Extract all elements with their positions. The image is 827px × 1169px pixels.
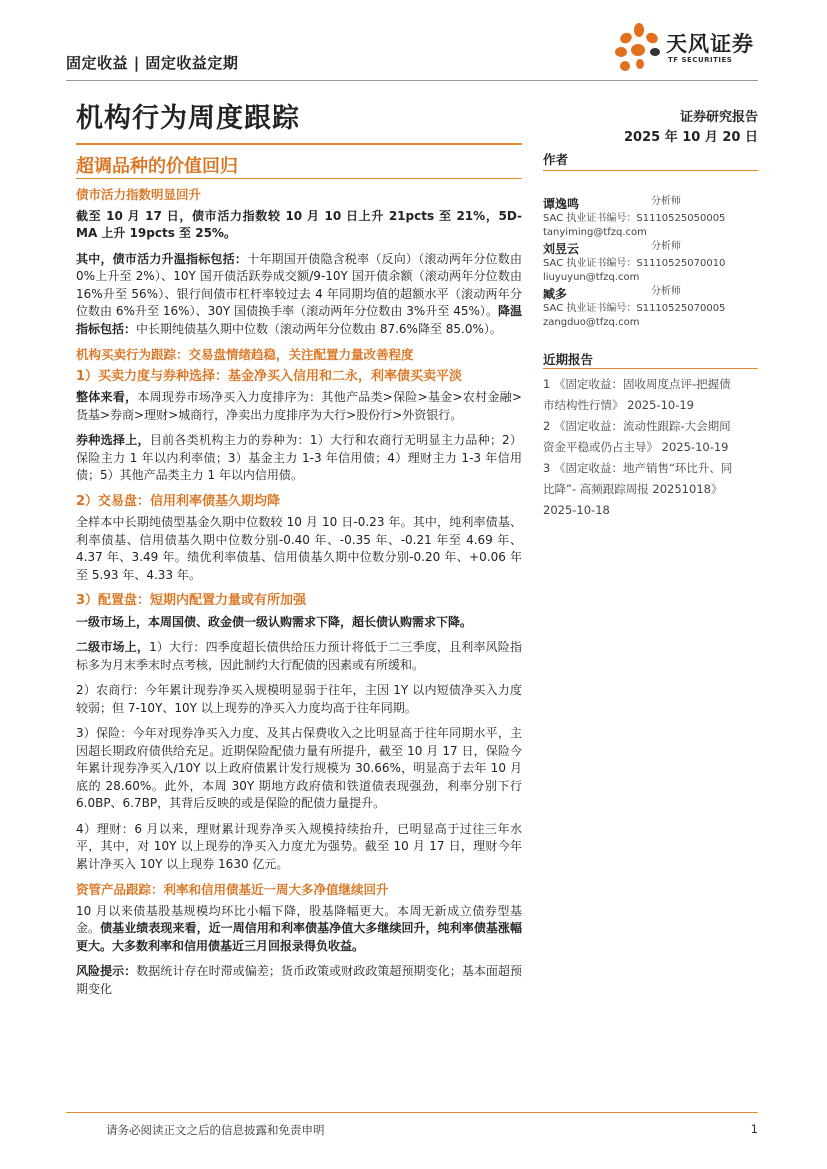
report-body — [76, 186, 522, 1006]
paragraph: 全样本中长期纯债型基金久期中位数较 10 月 10 日-0.23 年。其中，纯利率债基、利率债基、信用债基久期中位数分别-0.40 年、-0.35 年、-0.21 年至 4.69 年、4.37 年、3.49 年。绩优利率债基、信用债基久期中位数分别-0.20 年、+0.06 年至 5.93 年、4.33 年。 — [76, 515, 522, 582]
paragraph: 2）农商行：今年累计现券净买入规模明显弱于往年，主因 1Y 以内短债净买入力度较弱；但 7-10Y、10Y 以上现券的净买入力度均高于往年同期。 — [76, 683, 522, 715]
subsection-heading: 3）配置盘：短期内配置力量或有所加强 — [76, 593, 307, 608]
brand-name-en: TF SECURITIES — [668, 56, 733, 64]
analyst-name: 谭逸鸣 — [543, 197, 580, 211]
section-heading: 债市活力指数明显回升 — [76, 187, 202, 202]
paragraph: 3）保险：今年对现券净买入力度、及其占保费收入之比明显高于往年同期水平，主因超长期政府债供给充足。近期保险配债力量有所提升，截至 10 月 17 日，保险今年累计现券净买入/10Y 以上政府债累计发行规模为 30.66%，明显高于去年 10 月底的 28.60%。此外，本周 30Y 期地方政府债和铁道债表现强劲，利率分别下行 6.0BP、6.7BP，其背后反映的或是保险的配债力量提升。 — [76, 726, 522, 810]
analyst-cert: SAC 执业证书编号：S1110525070010 — [543, 258, 726, 269]
analyst-card — [543, 285, 758, 330]
brand-name: 天风证券 — [666, 32, 754, 56]
header-divider — [66, 80, 758, 81]
report-date: 2025 年 10 月 20 日 — [624, 130, 758, 145]
analyst-name: 臧多 — [543, 287, 568, 301]
paragraph: 4）理财：6 月以来，理财累计现券净买入规模持续抬升，已明显高于过往三年水平，其中，对 10Y 以上现券的净买入力度尤为强势。截至 10 月 17 日，理财今年累计净买入 10Y 以上现券 1630 亿元。 — [76, 821, 522, 871]
report-type: 证券研究报告 — [679, 110, 758, 125]
analyst-card — [543, 240, 758, 285]
paragraph: 截至 10 月 17 日，债市活力指数较 10 月 10 日上升 21pcts 至 21%，5D-MA 上升 19pcts 至 25%。 — [76, 208, 522, 240]
analyst-cert: SAC 执业证书编号：S1110525070005 — [543, 303, 726, 314]
page-number: 1 — [750, 1122, 758, 1136]
section-heading: 资管产品跟踪：利率和信用债基近一周大多净值继续回升 — [76, 882, 389, 897]
report-title: 机构行为周度跟踪 — [76, 103, 300, 134]
paragraph: 券种选择上，目前各类机构主力的券种为：1）大行和农商行无明显主力品种；2）保险主力 1 年以内利率债；3）基金主力 1-3 年信用债；4）理财主力 1-3 年信用债；5）其他产品类主力 1 年以内信用债。 — [76, 433, 522, 482]
subsection-heading: 1）买卖力度与券种选择：基金净买入信用和二永，利率债买卖平淡 — [76, 368, 463, 384]
paragraph: 二级市场上，1）大行：四季度超长债供给压力预计将低于二三季度，且利率风险指标多为月末季末时点考核，因此制约大行配债的因素或有所缓和。 — [76, 640, 522, 672]
subtitle-divider — [76, 178, 522, 179]
disclaimer-text: 请务必阅读正文之后的信息披露和免责申明 — [106, 1123, 325, 1137]
report-subtitle: 超调品种的价值回归 — [76, 156, 238, 177]
paragraph: 整体来看，本周现券市场净买入力度排序为：其他产品类>保险>基金>农村金融>货基>券商>理财>城商行，净卖出力度排序为大行>股份行>外资银行。 — [76, 390, 522, 422]
recent-report-link[interactable]: 3 《固定收益：地产销售“环比升、同 比降”- 高频跟踪周报 20251018》 2025-10-18 — [543, 461, 733, 517]
analyst-email[interactable]: liuyuyun@tfzq.com — [543, 272, 640, 283]
analyst-name: 刘昱云 — [543, 242, 580, 256]
recent-report-link[interactable]: 2 《固定收益：流动性跟踪-大会期间 资金平稳或仍占主导》 2025-10-19 — [543, 419, 731, 454]
section-heading: 机构买卖行为跟踪：交易盘情绪趋稳，关注配置力量改善程度 — [76, 347, 414, 362]
footer-divider — [66, 1112, 758, 1113]
paragraph: 一级市场上，本周国债、政金债一级认购需求下降，超长债认购需求下降。 — [76, 614, 473, 629]
recent-report-link[interactable]: 1 《固定收益：固收周度点评-把握债 市结构性行情》 2025-10-19 — [543, 377, 731, 412]
recent-reports-list — [543, 374, 758, 521]
title-divider — [76, 143, 522, 145]
recent-reports-section — [543, 350, 758, 368]
report-category: 固定收益 | 固定收益定期 — [66, 54, 239, 72]
paragraph: 其中，债市活力升温指标包括：十年期国开债隐含税率（反向）（滚动两年分位数由 0%上升至 2%）、10Y 国开债活跃券成交额/9-10Y 国开债余额（滚动两年分位数由 16%升至 56%）、银行间债市杠杆率较过去 4 年同期均值的超额水平（滚动两年分位数由 6%升至 16%）、30Y 国债换手率（滚动两年分位数由 3%升至 45%）。降温指标包括：中长期纯债基久期中位数（滚动两年分位数由 87.6%降至 85.0%）。 — [76, 251, 522, 336]
analyst-email[interactable]: tanyiming@tfzq.com — [543, 227, 647, 238]
analyst-role: 分析师 — [651, 196, 681, 207]
authors-divider — [543, 170, 758, 171]
recent-title: 近期报告 — [543, 352, 594, 367]
analyst-card — [543, 195, 758, 240]
tf-logo-icon — [612, 22, 666, 74]
recent-divider — [543, 368, 758, 369]
subsection-heading: 2）交易盘：信用利率债基久期均降 — [76, 493, 281, 509]
authors-title: 作者 — [543, 152, 569, 167]
analyst-role: 分析师 — [651, 286, 681, 297]
analyst-email[interactable]: zangduo@tfzq.com — [543, 317, 640, 328]
risk-warning: 风险提示：数据统计存在时滞或偏差；货币政策或财政政策超预期变化；基本面超预期变化 — [76, 964, 522, 996]
analyst-role: 分析师 — [651, 241, 681, 252]
analyst-cert: SAC 执业证书编号：S1110525050005 — [543, 213, 726, 224]
authors-section — [543, 150, 758, 168]
paragraph: 10 月以来债基股基规模均环比小幅下降，股基降幅更大。本周无新成立债券型基金。债基业绩表现来看，近一周信用和利率债基净值大多继续回升，纯利率债基涨幅更大。大多数利率和信用债基近三月回报录得负收益。 — [76, 903, 522, 953]
